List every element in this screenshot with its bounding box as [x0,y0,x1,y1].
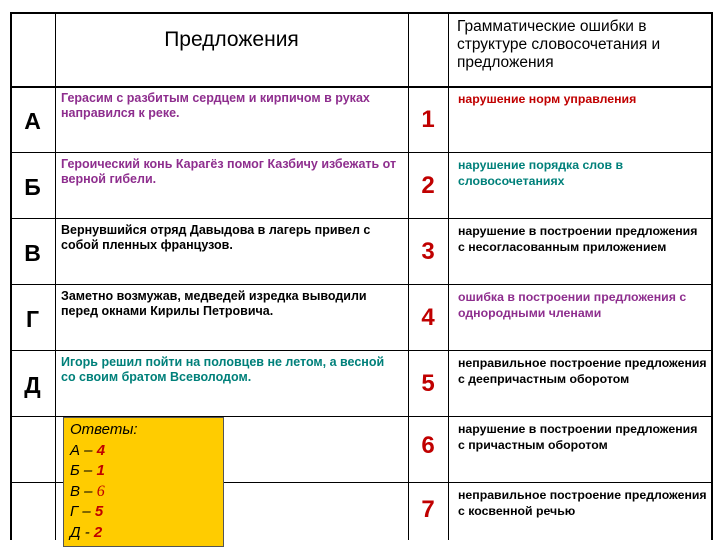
error-text: нарушение в построении предложения с причастным оборотом [458,422,698,452]
answer-line [70,482,223,503]
answers-title: Ответы: [70,421,138,438]
error-number: 4 [421,304,435,331]
error-text: нарушение в построении предложения с несогласованным приложением [458,224,698,254]
error-text: нарушение порядка слов в словосочетаниях [458,158,623,188]
row-letter: А [24,108,41,134]
sentence-text: Заметно возмужав, медведей изредка выводили перед окнами Кирилы Петровича. [61,289,367,318]
error-number: 1 [421,106,435,133]
answer-label: В – [70,482,93,500]
row-letter: В [24,240,41,266]
error-text: ошибка в построении предложения с однородными членами [458,290,687,320]
answer-value: 2 [93,523,103,541]
error-text: нарушение норм управления [458,92,637,106]
answers-box [63,417,224,547]
error-number: 6 [421,432,435,459]
error-text: неправильное построение предложения с деепричастным оборотом [458,356,707,386]
error-number: 5 [421,370,435,397]
answer-value: 6 [96,482,105,500]
answer-value: 5 [94,503,104,520]
answer-value: 1 [96,462,105,479]
row-letter: Б [24,174,41,200]
sentence-text: Герасим с разбитым сердцем и кирпичом в руках направился к реке. [61,91,370,120]
error-number: 2 [421,172,435,199]
error-text: неправильное построение предложения с косвенной речью [458,488,707,518]
sentence-text: Героический конь Карагёз помог Казбичу избежать от верной гибели. [61,157,397,186]
sentences-header: Предложения [164,28,299,51]
answer-label: Д - [70,523,90,541]
answer-value: 4 [96,441,106,459]
sentence-text: Вернувшийся отряд Давыдова в лагерь привел с собой пленных французов. [61,223,371,252]
row-letter: Г [25,306,40,332]
error-number: 7 [421,496,435,523]
sentence-text: Игорь решил пойти на половцев не летом, а весной со своим братом Всеволодом. [61,355,385,384]
answer-label: А – [70,441,93,459]
answer-line [70,441,223,462]
errors-header: Грамматические ошибки в структуре словосочетания и предложения [457,18,661,71]
answer-line [70,502,223,523]
answer-line [70,461,223,482]
error-number: 3 [421,238,435,265]
answer-label: Г – [70,503,91,520]
answer-label: Б – [70,462,93,479]
row-letter: Д [24,372,41,398]
